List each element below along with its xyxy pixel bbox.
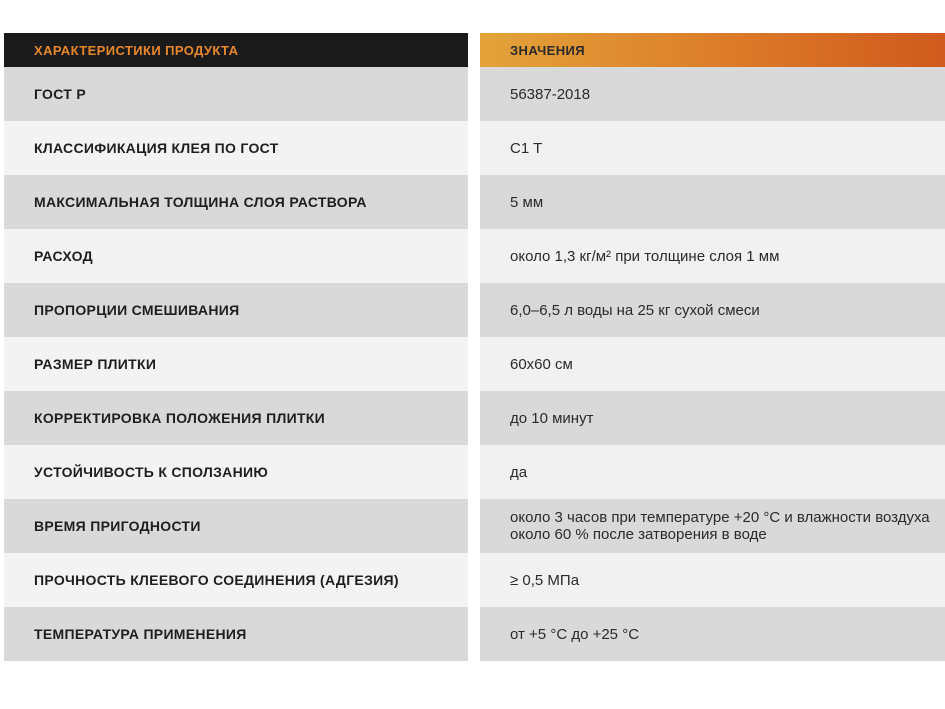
row-value: 56387-2018 xyxy=(480,67,945,121)
table-row xyxy=(4,553,945,607)
column-gap xyxy=(468,121,480,175)
table-row xyxy=(4,391,945,445)
column-gap xyxy=(468,391,480,445)
header-characteristics: ХАРАКТЕРИСТИКИ ПРОДУКТА xyxy=(4,33,468,67)
row-label: ПРОЧНОСТЬ КЛЕЕВОГО СОЕДИНЕНИЯ (АДГЕЗИЯ) xyxy=(4,553,468,607)
column-gap xyxy=(468,337,480,391)
row-value: до 10 минут xyxy=(480,391,945,445)
header-values: ЗНАЧЕНИЯ xyxy=(480,33,945,67)
column-gap xyxy=(468,33,480,67)
table-row xyxy=(4,121,945,175)
table-row xyxy=(4,175,945,229)
row-value: C1 T xyxy=(480,121,945,175)
row-value: ≥ 0,5 МПа xyxy=(480,553,945,607)
row-label: МАКСИМАЛЬНАЯ ТОЛЩИНА СЛОЯ РАСТВОРА xyxy=(4,175,468,229)
table-row xyxy=(4,67,945,121)
row-value: 6,0–6,5 л воды на 25 кг сухой смеси xyxy=(480,283,945,337)
row-label: ПРОПОРЦИИ СМЕШИВАНИЯ xyxy=(4,283,468,337)
row-label: КЛАССИФИКАЦИЯ КЛЕЯ ПО ГОСТ xyxy=(4,121,468,175)
table-row xyxy=(4,283,945,337)
table-row xyxy=(4,607,945,661)
column-gap xyxy=(468,229,480,283)
table-row xyxy=(4,499,945,553)
column-gap xyxy=(468,175,480,229)
table-row xyxy=(4,445,945,499)
row-label: УСТОЙЧИВОСТЬ К СПОЛЗАНИЮ xyxy=(4,445,468,499)
row-label: ТЕМПЕРАТУРА ПРИМЕНЕНИЯ xyxy=(4,607,468,661)
row-value: 5 мм xyxy=(480,175,945,229)
table-row xyxy=(4,337,945,391)
row-value: около 3 часов при температуре +20 °С и влажности воздуха около 60 % после затворения в воде xyxy=(480,499,945,553)
column-gap xyxy=(468,445,480,499)
column-gap xyxy=(468,67,480,121)
table-row xyxy=(4,229,945,283)
row-label: РАЗМЕР ПЛИТКИ xyxy=(4,337,468,391)
product-characteristics-table xyxy=(4,33,945,661)
table-header-row xyxy=(4,33,945,67)
column-gap xyxy=(468,499,480,553)
row-value: 60х60 см xyxy=(480,337,945,391)
row-label: ВРЕМЯ ПРИГОДНОСТИ xyxy=(4,499,468,553)
column-gap xyxy=(468,283,480,337)
row-label: КОРРЕКТИРОВКА ПОЛОЖЕНИЯ ПЛИТКИ xyxy=(4,391,468,445)
row-value: от +5 °С до +25 °С xyxy=(480,607,945,661)
column-gap xyxy=(468,607,480,661)
row-label: РАСХОД xyxy=(4,229,468,283)
row-value: около 1,3 кг/м² при толщине слоя 1 мм xyxy=(480,229,945,283)
column-gap xyxy=(468,553,480,607)
row-label: ГОСТ Р xyxy=(4,67,468,121)
row-value: да xyxy=(480,445,945,499)
